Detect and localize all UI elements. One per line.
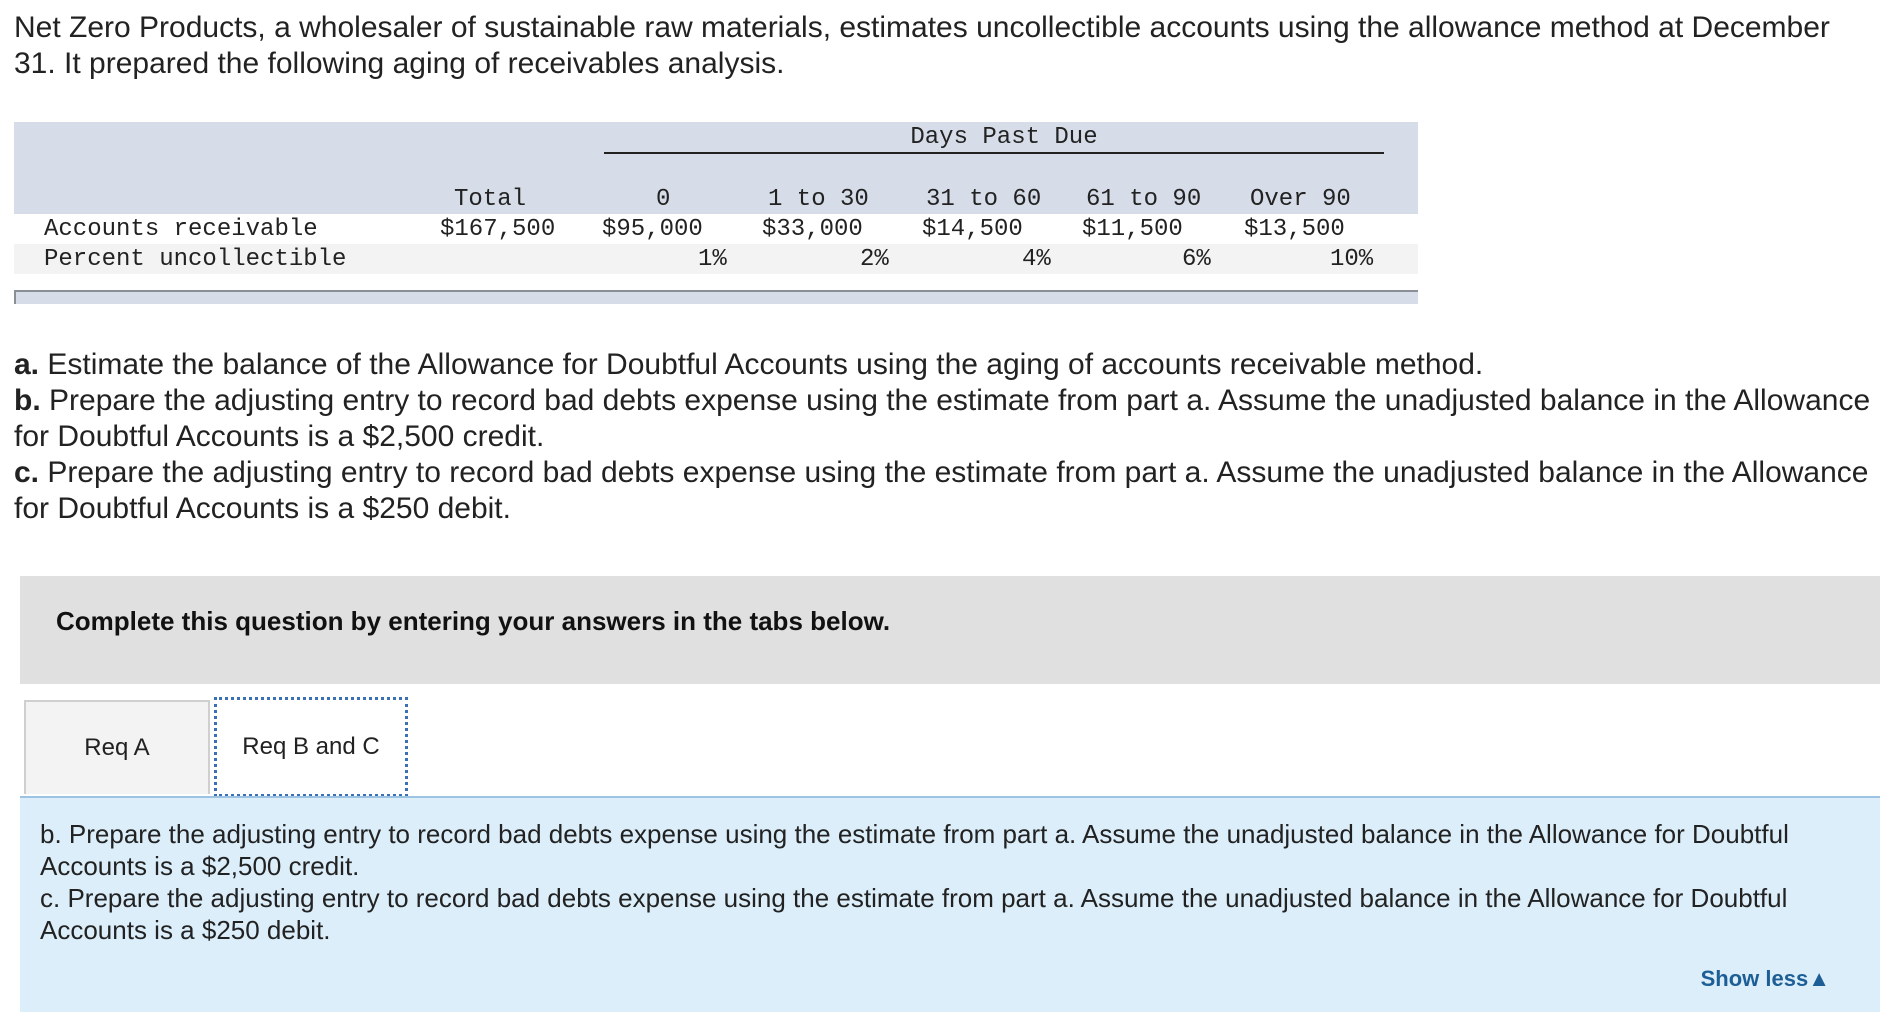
col-header-61-90: 61 to 90 <box>1086 186 1202 213</box>
requirement-prefix: c. <box>14 456 40 489</box>
table-cell: $13,500 <box>1244 216 1345 243</box>
panel-line-c: c. Prepare the adjusting entry to record bad debts expense using the estimate from part a. Assume the unadjusted balance in the Allowance for Doubtful Accounts is a $250 debit. <box>40 883 1788 945</box>
show-less-label: Show less <box>1700 966 1809 991</box>
instruction-banner <box>20 576 1880 684</box>
col-header-total: Total <box>454 186 527 213</box>
table-cell: $167,500 <box>440 216 556 243</box>
col-header-0: 0 <box>656 186 671 213</box>
table-cell: $95,000 <box>602 216 703 243</box>
aging-table <box>14 122 1418 304</box>
table-cell: $14,500 <box>922 216 1023 243</box>
days-past-due-header: Days Past Due <box>910 124 1098 151</box>
table-cell: 10% <box>1330 246 1374 273</box>
row-label-percent-uncollectible: Percent uncollectible <box>44 246 347 273</box>
col-header-over-90: Over 90 <box>1250 186 1351 213</box>
panel-line-b: b. Prepare the adjusting entry to record bad debts expense using the estimate from part a. Assume the unadjusted balance in the Allowance for Doubtful Accounts is a $2,500 credit. <box>40 819 1789 881</box>
requirement-a <box>14 347 1874 383</box>
panel-instructions <box>40 818 1840 946</box>
tab-req-a[interactable] <box>24 700 210 794</box>
col-header-31-60: 31 to 60 <box>926 186 1042 213</box>
instruction-text: Complete this question by entering your answers in the tabs below. <box>56 606 891 636</box>
requirement-prefix: a. <box>14 348 40 381</box>
table-cell: 6% <box>1182 246 1211 273</box>
tab-panel <box>20 796 1880 1012</box>
requirement-text: Prepare the adjusting entry to record bad debts expense using the estimate from part a. Assume the unadjusted balance in the Allowance for Doubtful Accounts is a $2,500 credit. <box>14 384 1871 453</box>
tab-label: Req B and C <box>242 733 380 760</box>
requirements-list <box>14 347 1874 527</box>
table-bottom-rule <box>14 290 1418 304</box>
table-cell: $33,000 <box>762 216 863 243</box>
row-label-accounts-receivable: Accounts receivable <box>44 216 318 243</box>
requirement-text: Estimate the balance of the Allowance for Doubtful Accounts using the aging of accounts receivable method. <box>39 348 1484 381</box>
table-cell: 2% <box>860 246 889 273</box>
requirement-b <box>14 383 1874 455</box>
table-gap <box>14 274 1418 290</box>
requirement-prefix: b. <box>14 384 41 417</box>
requirement-c <box>14 455 1874 527</box>
requirement-text: Prepare the adjusting entry to record bad debts expense using the estimate from part a. Assume the unadjusted balance in the Allowance for Doubtful Accounts is a $250 debit. <box>14 456 1869 525</box>
show-less-link[interactable] <box>1701 966 1830 992</box>
days-past-due-rule <box>604 152 1384 154</box>
triangle-up-icon: ▲ <box>1808 966 1830 991</box>
table-cell: 4% <box>1022 246 1051 273</box>
table-cell: 1% <box>698 246 727 273</box>
table-cell: $11,500 <box>1082 216 1183 243</box>
tab-label: Req A <box>84 734 150 761</box>
col-header-1-30: 1 to 30 <box>768 186 869 213</box>
intro-text: Net Zero Products, a wholesaler of sustainable raw materials, estimates uncollectible accounts using the allowance method at December 31. It prepared the following aging of receivables analysis. <box>14 11 1830 80</box>
tab-req-b-and-c[interactable] <box>214 697 408 797</box>
